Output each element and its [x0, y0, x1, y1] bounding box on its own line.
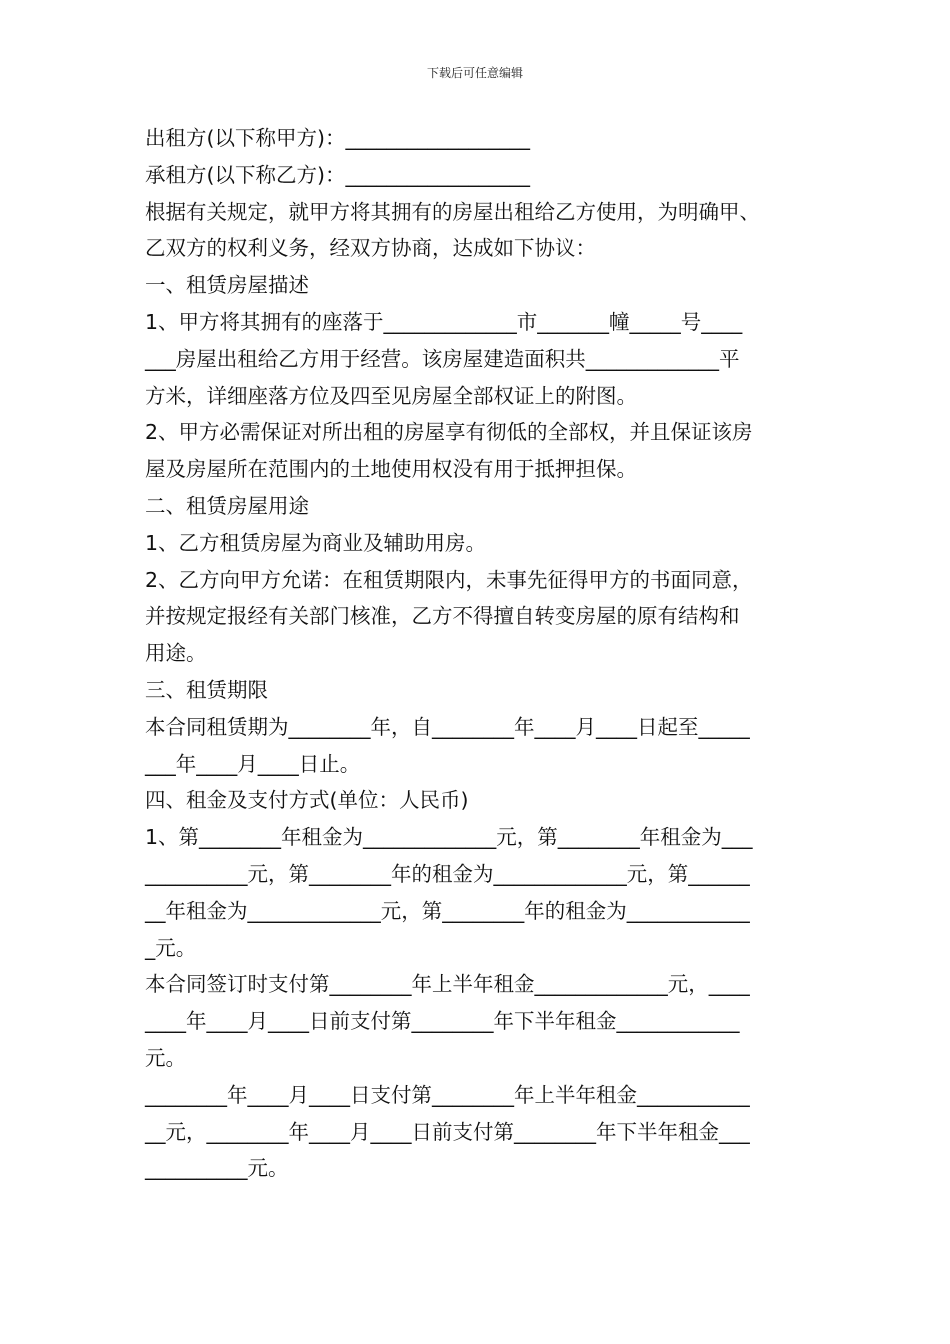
clause-line: __________元。 — [145, 1156, 289, 1181]
page-header-note: 下载后可任意编辑 — [426, 66, 523, 80]
section-heading: 四、租金及支付方式(单位：人民币) — [145, 788, 469, 813]
clause-line: 并按规定报经有关部门核准，乙方不得擅自转变房屋的原有结构和 — [145, 604, 740, 629]
clause-line: __元，________年____月____日前支付第________年下半年租金___ — [145, 1119, 750, 1144]
clause-line: 屋及房屋所在范围内的土地使用权没有用于抵押担保。 — [145, 457, 637, 482]
clause-line: 1、第________年租金为_____________元，第________年租金为___ — [145, 825, 753, 850]
clause-line: ___房屋出租给乙方用于经营。该房屋建造面积共_____________平 — [145, 346, 740, 371]
clause-line: 本合同租赁期为________年，自________年____月____日起至_____ — [145, 714, 750, 739]
contract-body — [145, 120, 813, 1187]
clause-line: 2、甲方必需保证对所出租的房屋享有彻低的全部权，并且保证该房 — [145, 420, 753, 445]
clause-line: ________年____月____日支付第________年上半年租金___________ — [145, 1082, 750, 1107]
lessor-line: 出租方(以下称甲方)：__________________ — [145, 126, 530, 150]
lessee-line: 承租方(以下称乙方)：__________________ — [145, 162, 530, 187]
clause-line: _元。 — [145, 935, 197, 960]
clause-line: __年租金为_____________元，第________年的租金为____________ — [145, 898, 750, 923]
clause-line: 元。 — [145, 1045, 186, 1070]
preamble-line: 根据有关规定，就甲方将其拥有的房屋出租给乙方使用，为明确甲、 — [145, 199, 760, 224]
clause-line: 用途。 — [145, 641, 207, 666]
section-heading: 三、租赁期限 — [145, 677, 268, 702]
clause-line: 方米，详细座落方位及四至见房屋全部权证上的附图。 — [145, 383, 637, 408]
section-heading: 一、租赁房屋描述 — [145, 273, 309, 298]
clause-line: ___年____月____日止。 — [145, 751, 361, 776]
clause-line: __________元，第________年的租金为_____________元，第______ — [145, 861, 750, 886]
section-heading: 二、租赁房屋用途 — [145, 493, 309, 518]
clause-line: 1、甲方将其拥有的座落于_____________市_______幢_____号____ — [145, 309, 743, 334]
clause-line: 本合同签订时支付第________年上半年租金_____________元，____ — [145, 972, 750, 997]
preamble-line: 乙双方的权利义务，经双方协商，达成如下协议： — [145, 236, 596, 261]
clause-line: 1、乙方租赁房屋为商业及辅助用房。 — [145, 530, 487, 555]
clause-line: 2、乙方向甲方允诺：在租赁期限内，未事先征得甲方的书面同意， — [145, 567, 753, 592]
clause-line: ____年____月____日前支付第________年下半年租金____________ — [145, 1009, 740, 1034]
